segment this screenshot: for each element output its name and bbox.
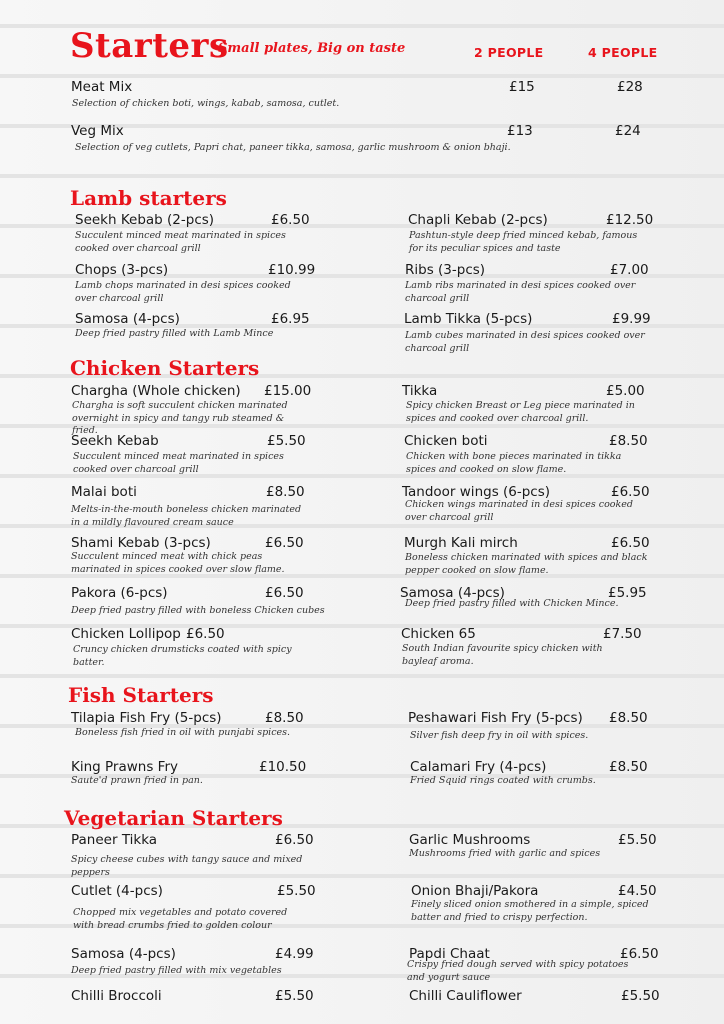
item-name: Chicken boti — [404, 433, 488, 449]
item-description: Selection of chicken boti, wings, kabab, samosa, cutlet. — [72, 98, 340, 109]
item-name: Chicken 65 — [401, 626, 476, 642]
item-name: Onion Bhaji/Pakora — [411, 883, 539, 899]
item-name: Calamari Fry (4-pcs) — [410, 759, 547, 775]
column-header-2-people: 2 PEOPLE — [474, 45, 544, 60]
item-name: Chicken Lollipop — [71, 626, 181, 642]
item-description: Finely sliced onion smothered in a simple, spiced batter and fried to crispy perfection. — [411, 899, 649, 923]
item-description: Deep fried pastry filled with Chicken Mince. — [405, 598, 619, 609]
section-heading-fish: Fish Starters — [68, 683, 214, 707]
item-price: £6.50 — [265, 535, 304, 551]
item-price: £10.50 — [259, 759, 307, 775]
item-name: Paneer Tikka — [71, 832, 158, 848]
item-description: South Indian favourite spicy chicken with bayleaf aroma. — [402, 643, 603, 667]
item-price: £7.00 — [610, 262, 649, 278]
item-name: Chapli Kebab (2-pcs) — [408, 212, 548, 228]
price-2-people: £13 — [507, 123, 533, 139]
item-price: £6.50 — [611, 535, 650, 551]
item-name: Lamb Tikka (5-pcs) — [404, 311, 533, 327]
item-description: Succulent minced meat with chick peas marinated in spices cooked over slow flame. — [71, 551, 285, 575]
item-price: £5.50 — [267, 433, 306, 449]
item-name: Chilli Cauliflower — [409, 988, 522, 1004]
item-price: £8.50 — [609, 710, 648, 726]
item-name: Tandoor wings (6-pcs) — [402, 484, 551, 500]
item-description: Lamb chops marinated in desi spices cooked over charcoal grill — [75, 280, 291, 304]
item-price: £6.50 — [271, 212, 310, 228]
price-4-people: £28 — [617, 79, 643, 95]
item-description: Silver fish deep fry in oil with spices. — [410, 730, 589, 741]
item-name: Malai boti — [71, 484, 137, 500]
item-name: Veg Mix — [71, 123, 124, 139]
item-name: Tilapia Fish Fry (5-pcs) — [71, 710, 222, 726]
item-name: Pakora (6-pcs) — [71, 585, 168, 601]
item-name: Seekh Kebab — [71, 433, 159, 449]
section-heading-lamb: Lamb starters — [70, 186, 227, 210]
item-name: Papdi Chaat — [409, 946, 490, 962]
item-description: Lamb ribs marinated in desi spices cooked over charcoal grill — [405, 280, 636, 304]
item-description: Boneless fish fried in oil with punjabi spices. — [75, 727, 291, 738]
item-price: £5.95 — [608, 585, 647, 601]
item-name: Shami Kebab (3-pcs) — [71, 535, 211, 551]
item-price: £4.50 — [618, 883, 657, 899]
item-price: £8.50 — [266, 484, 305, 500]
price-2-people: £15 — [509, 79, 535, 95]
item-name: Chops (3-pcs) — [75, 262, 169, 278]
item-price: £6.95 — [271, 311, 310, 327]
item-description: Chopped mix vegetables and potato covered with bread crumbs fried to golden colour — [73, 907, 288, 931]
item-name: King Prawns Fry — [71, 759, 178, 775]
item-price: £6.50 — [186, 626, 225, 642]
item-description: Saute'd prawn fried in pan. — [71, 775, 203, 786]
item-description: Spicy chicken Breast or Leg piece marinated in spices and cooked over charcoal grill. — [406, 400, 635, 424]
item-name: Samosa (4-pcs) — [71, 946, 176, 962]
item-price: £6.50 — [611, 484, 650, 500]
item-price: £12.50 — [606, 212, 654, 228]
item-description: Chicken wings marinated in desi spices cooked over charcoal grill — [405, 499, 633, 523]
item-description: Mushrooms fried with garlic and spices — [409, 848, 601, 859]
column-header-4-people: 4 PEOPLE — [588, 45, 658, 60]
item-name: Ribs (3-pcs) — [405, 262, 486, 278]
item-description: Melts-in-the-mouth boneless chicken marinated in a mildly flavoured cream sauce — [71, 504, 302, 528]
item-description: Selection of veg cutlets, Papri chat, paneer tikka, samosa, garlic mushroom & onion bhaji. — [75, 142, 511, 153]
item-description: Succulent minced meat marinated in spices cooked over charcoal grill — [73, 451, 284, 475]
item-name: Chargha (Whole chicken) — [71, 383, 241, 399]
item-price: £5.50 — [618, 832, 657, 848]
item-name: Murgh Kali mirch — [404, 535, 518, 551]
tagline: Small plates, Big on taste — [218, 41, 406, 56]
item-description: Deep fried pastry filled with mix vegetables — [71, 965, 282, 976]
item-price: £7.50 — [603, 626, 642, 642]
item-name: Meat Mix — [71, 79, 133, 95]
item-description: Pashtun-style deep fried minced kebab, famous for its peculiar spices and taste — [409, 230, 638, 254]
item-price: £5.00 — [606, 383, 645, 399]
item-price: £5.50 — [275, 988, 314, 1004]
item-name: Cutlet (4-pcs) — [71, 883, 163, 899]
item-description: Cruncy chicken drumsticks coated with spicy batter. — [73, 644, 292, 668]
item-description: Chicken with bone pieces marinated in tikka spices and cooked on slow flame. — [406, 451, 622, 475]
item-description: Crispy fried dough served with spicy potatoes and yogurt sauce — [407, 959, 629, 983]
item-price: £15.00 — [264, 383, 312, 399]
item-price: £6.50 — [275, 832, 314, 848]
item-price: £6.50 — [265, 585, 304, 601]
item-description: Deep fried pastry filled with Lamb Mince — [75, 328, 274, 339]
item-name: Tikka — [402, 383, 438, 399]
item-price: £8.50 — [609, 433, 648, 449]
item-description: Lamb cubes marinated in desi spices cooked over charcoal grill — [405, 330, 645, 354]
item-description: Spicy cheese cubes with tangy sauce and mixed peppers — [71, 854, 303, 878]
item-name: Peshawari Fish Fry (5-pcs) — [408, 710, 583, 726]
item-description: Fried Squid rings coated with crumbs. — [410, 775, 596, 786]
item-name: Samosa (4-pcs) — [400, 585, 505, 601]
item-name: Garlic Mushrooms — [409, 832, 531, 848]
item-description: Boneless chicken marinated with spices and black pepper cooked on slow flame. — [405, 552, 648, 576]
item-price: £10.99 — [268, 262, 316, 278]
page-title: Starters — [70, 26, 229, 66]
item-name: Samosa (4-pcs) — [75, 311, 180, 327]
item-price: £5.50 — [277, 883, 316, 899]
item-description: Deep fried pastry filled with boneless Chicken cubes — [71, 605, 325, 616]
item-name: Seekh Kebab (2-pcs) — [75, 212, 215, 228]
item-price: £5.50 — [621, 988, 660, 1004]
item-description: Succulent minced meat marinated in spices cooked over charcoal grill — [75, 230, 286, 254]
section-heading-vegetarian: Vegetarian Starters — [64, 806, 283, 830]
price-4-people: £24 — [615, 123, 641, 139]
item-price: £8.50 — [609, 759, 648, 775]
section-heading-chicken: Chicken Starters — [70, 356, 260, 380]
item-price: £8.50 — [265, 710, 304, 726]
item-description: Chargha is soft succulent chicken marinated overnight in spicy and tangy rub steamed & fried. — [72, 400, 288, 436]
item-name: Chilli Broccoli — [71, 988, 162, 1004]
item-price: £9.99 — [612, 311, 651, 327]
item-price: £4.99 — [275, 946, 314, 962]
item-price: £6.50 — [620, 946, 659, 962]
